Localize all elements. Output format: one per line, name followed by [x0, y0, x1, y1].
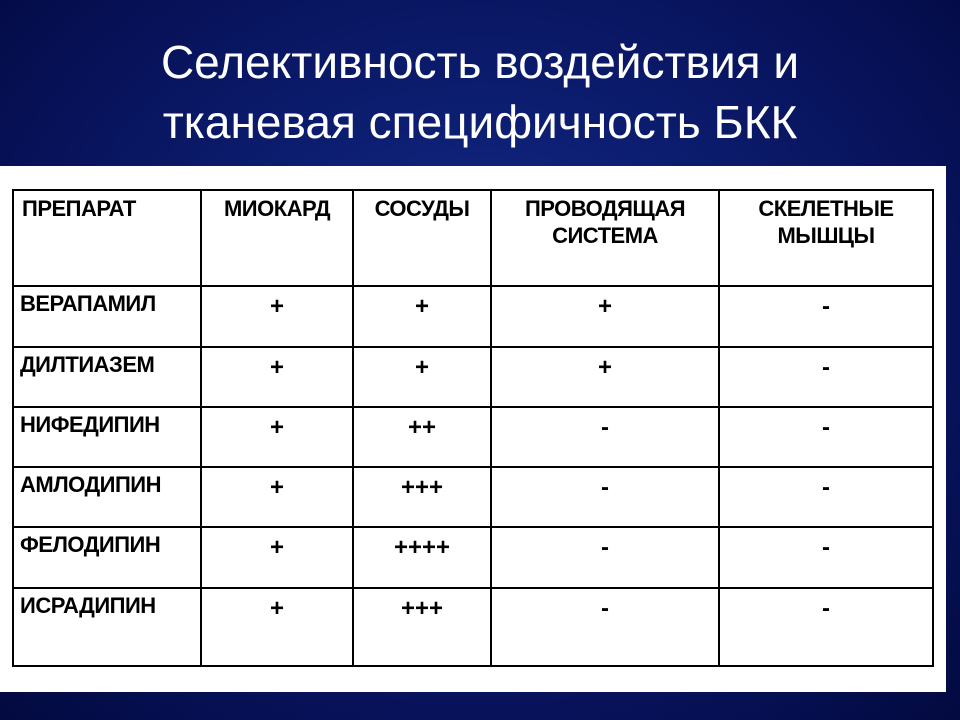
- skeletal-cell: -: [719, 527, 933, 587]
- skeletal-cell: -: [719, 286, 933, 346]
- title-line-2: тканевая специфичность БКК: [162, 96, 798, 148]
- vessels-cell: +++: [353, 467, 491, 527]
- header-vessels: СОСУДЫ: [353, 190, 491, 286]
- conduction-cell: +: [491, 347, 719, 407]
- drug-name: ДИЛТИАЗЕМ: [13, 347, 201, 407]
- table-row: [13, 467, 933, 527]
- conduction-cell: -: [491, 588, 719, 666]
- drug-name: АМЛОДИПИН: [13, 467, 201, 527]
- myocard-cell: +: [201, 588, 353, 666]
- header-conduction: ПРОВОДЯЩАЯ СИСТЕМА: [491, 190, 719, 286]
- conduction-cell: -: [491, 407, 719, 467]
- myocard-cell: +: [201, 286, 353, 346]
- skeletal-cell: -: [719, 347, 933, 407]
- myocard-cell: +: [201, 467, 353, 527]
- header-skeletal: СКЕЛЕТНЫЕ МЫШЦЫ: [719, 190, 933, 286]
- title-line-1: Селективность воздействия и: [160, 36, 800, 88]
- myocard-cell: +: [201, 347, 353, 407]
- conduction-cell: +: [491, 286, 719, 346]
- skeletal-cell: -: [719, 467, 933, 527]
- myocard-cell: +: [201, 527, 353, 587]
- vessels-cell: +: [353, 347, 491, 407]
- header-myocard: МИОКАРД: [201, 190, 353, 286]
- skeletal-cell: -: [719, 588, 933, 666]
- drug-name: ИСРАДИПИН: [13, 588, 201, 666]
- table-header-row: [13, 190, 933, 286]
- table-panel: [0, 166, 946, 692]
- table-row: [13, 347, 933, 407]
- slide-title: [0, 32, 960, 152]
- drug-name: ФЕЛОДИПИН: [13, 527, 201, 587]
- table-row: [13, 407, 933, 467]
- header-drug: ПРЕПАРАТ: [13, 190, 201, 286]
- vessels-cell: ++++: [353, 527, 491, 587]
- conduction-cell: -: [491, 527, 719, 587]
- skeletal-cell: -: [719, 407, 933, 467]
- selectivity-table: [12, 189, 934, 667]
- vessels-cell: +: [353, 286, 491, 346]
- vessels-cell: +++: [353, 588, 491, 666]
- table-row: [13, 527, 933, 587]
- myocard-cell: +: [201, 407, 353, 467]
- vessels-cell: ++: [353, 407, 491, 467]
- table-row: [13, 588, 933, 666]
- drug-name: ВЕРАПАМИЛ: [13, 286, 201, 346]
- drug-name: НИФЕДИПИН: [13, 407, 201, 467]
- table-row: [13, 286, 933, 346]
- conduction-cell: -: [491, 467, 719, 527]
